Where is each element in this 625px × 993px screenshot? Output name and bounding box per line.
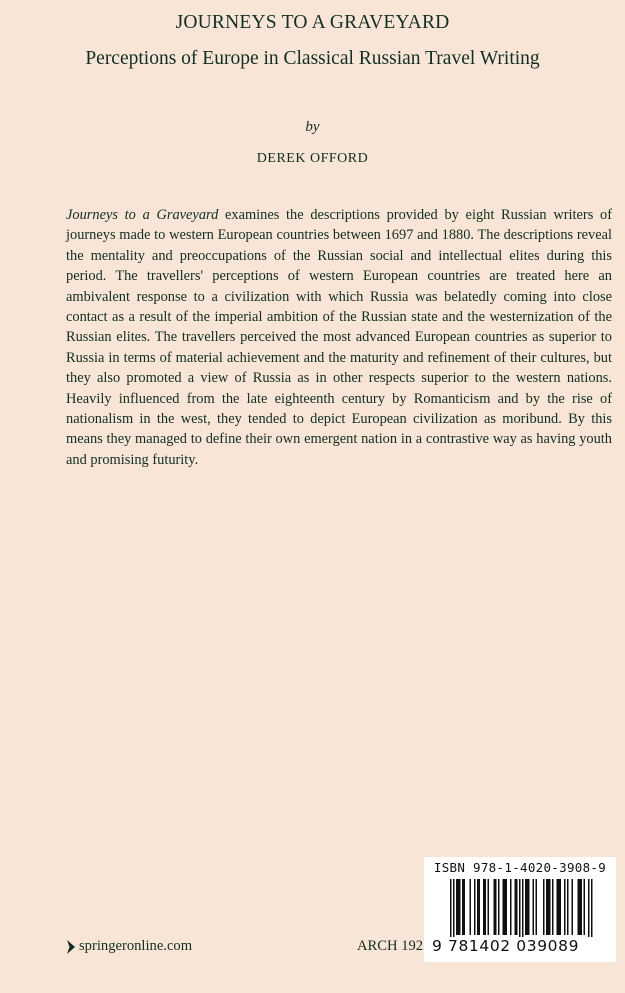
- barcode-bar: [557, 879, 559, 935]
- by-line: by: [305, 119, 320, 135]
- barcode-bar: [498, 879, 500, 935]
- barcode-bar: [588, 879, 590, 945]
- barcode-bar: [456, 879, 458, 935]
- publisher-link[interactable]: [66, 938, 192, 955]
- barcode-bar: [503, 879, 505, 935]
- barcode-bar: [450, 879, 452, 945]
- barcode-bar: [488, 879, 490, 935]
- barcode-bar: [510, 879, 512, 935]
- barcode-bar: [584, 879, 586, 935]
- barcode-bar: [564, 879, 566, 935]
- barcode-bar: [552, 879, 554, 935]
- series-code: ARCH 192: [357, 938, 424, 954]
- barcode-bar: [572, 879, 574, 935]
- barcode-bar: [581, 879, 583, 935]
- book-title: JOURNEYS TO A GRAVEYARD: [175, 12, 450, 33]
- barcode-bar: [579, 879, 581, 935]
- book-subtitle: Perceptions of Europe in Classical Russian Travel Writing: [85, 48, 540, 69]
- barcode-bar: [519, 879, 521, 945]
- barcode-bar: [494, 879, 496, 935]
- barcode-bar: [548, 879, 550, 935]
- barcode-bar: [558, 879, 560, 935]
- publisher-url[interactable]: springeronline.com: [79, 938, 193, 954]
- barcode-bar: [474, 879, 476, 935]
- chevron-right-icon: [66, 939, 76, 955]
- barcode-bar: [459, 879, 461, 935]
- barcode-bar: [536, 879, 538, 935]
- barcode-bar: [567, 879, 569, 935]
- isbn-label: ISBN 978-1-4020-3908-9: [433, 860, 607, 875]
- barcode-bar: [479, 879, 481, 935]
- barcode-bar: [477, 879, 479, 935]
- barcode-bar: [560, 879, 562, 935]
- blurb-text: examines the descriptions provided by eight Russian writers of journeys made to western European countries between 1697 and 1880. The descriptions reveal the mentality and preoccupations of the Russian social and intellectual elites during this period. The travellers' perceptions of western European countries are treated here an ambivalent response to a civilization with which Russia was belatedly coming into close contact as a result of the imperial ambition of the Russian state and the westernization of the Russian elites. The travellers perceived the most advanced European countries as superior to Russia in terms of material achievement and the maturity and refinement of their cultures, but they also promoted a view of Russia as in other respects superior to the western nations. Heavily influenced from the late eighteenth century by Romanticism and by the rise of nationalism in the west, they tended to depict European civilization as moribund. By this means they managed to define their own emergent nation in a contrastive way as having youth and promising futurity.: [66, 207, 612, 468]
- barcode-bar: [516, 879, 518, 935]
- barcode-bar: [549, 879, 551, 935]
- barcode-bar: [485, 879, 487, 935]
- barcode-bar: [533, 879, 535, 935]
- barcode-bar: [515, 879, 517, 935]
- barcode-bar: [525, 879, 527, 935]
- author-name: DEREK OFFORD: [256, 151, 369, 166]
- barcode: [424, 857, 616, 962]
- barcode-bar: [483, 879, 485, 935]
- barcode-bar: [506, 879, 508, 935]
- barcode-bar: [458, 879, 460, 935]
- barcode-bar: [528, 879, 530, 935]
- barcode-bar: [462, 879, 464, 935]
- barcode-bar: [495, 879, 497, 935]
- barcode-bar: [543, 879, 545, 935]
- blurb-book-title: Journeys to a Graveyard: [66, 207, 219, 223]
- barcode-bar: [504, 879, 506, 935]
- barcode-bar: [453, 879, 455, 945]
- barcode-bar: [578, 879, 580, 935]
- barcode-bar: [591, 879, 593, 945]
- barcode-bar: [470, 879, 472, 935]
- barcode-bar: [464, 879, 466, 935]
- barcode-bar: [522, 879, 524, 945]
- blurb-paragraph: [66, 205, 612, 470]
- barcode-bar: [527, 879, 529, 935]
- barcode-bar: [546, 879, 548, 935]
- barcode-digits: 9 781402 039089: [432, 937, 612, 955]
